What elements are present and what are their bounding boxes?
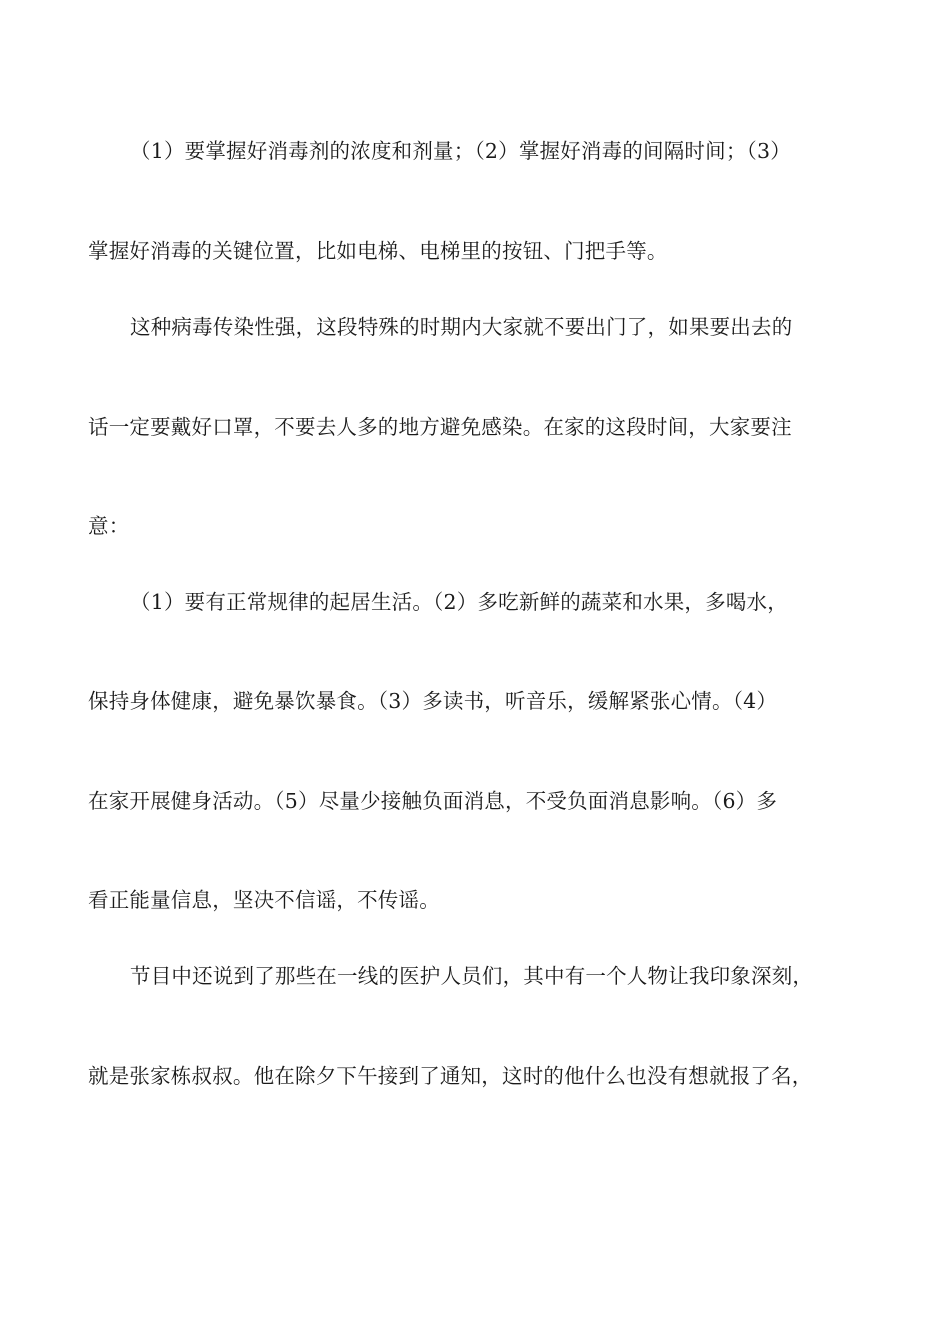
text-line: （1）要掌握好消毒剂的浓度和剂量；（2）掌握好消毒的间隔时间；（3） (130, 139, 791, 163)
text-line: 在家开展健身活动。（5）尽量少接触负面消息，不受负面消息影响。（6）多 (88, 789, 778, 813)
text-line: 节目中还说到了那些在一线的医护人员们，其中有一个人物让我印象深刻， (130, 964, 814, 988)
text-line: 看正能量信息，坚决不信谣，不传谣。 (88, 888, 440, 912)
text-line: 掌握好消毒的关键位置，比如电梯、电梯里的按钮、门把手等。 (88, 239, 668, 263)
text-line: 就是张家栋叔叔。他在除夕下午接到了通知，这时的他什么也没有想就报了名， (88, 1064, 813, 1088)
text-line: 话一定要戴好口罩，不要去人多的地方避免感染。在家的这段时间，大家要注 (88, 415, 792, 439)
text-line: 这种病毒传染性强，这段特殊的时期内大家就不要出门了，如果要出去的 (130, 315, 793, 339)
text-line: 保持身体健康，避免暴饮暴食。（3）多读书，听音乐，缓解紧张心情。（4） (88, 689, 778, 713)
text-line: 意： (88, 514, 130, 538)
text-line: （1）要有正常规律的起居生活。（2）多吃新鲜的蔬菜和水果，多喝水， (130, 590, 788, 614)
